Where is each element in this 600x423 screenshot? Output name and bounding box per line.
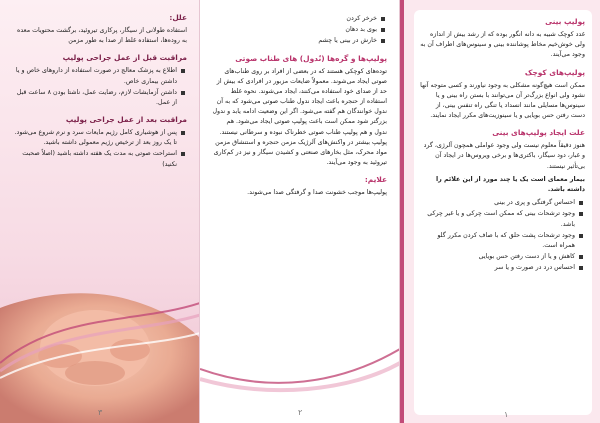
symptom-item: خارش در بینی یا چشم <box>212 36 377 46</box>
sign-item: وجود ترشحات پشت حلق که با صاف کردن مکرر گلو همراه است. <box>420 231 575 251</box>
pre-surgery-list <box>10 66 187 108</box>
nodules-text: توده‌های کوچکی هستند که در بعضی از افراد بر روی طناب‌های صوتی ایجاد می‌شوند. معمولاً ضایعات مزبور در افرادی که بیش از حد از صدای خود استفاده می‌کنند، ایجاد می‌شوند. نحوه غلط استفاده از حنجره باعث ایجاد ندول طناب صوتی می‌شود که به آن ندول خوانندگان هم گفته می‌شود. اگر این وضعیت ادامه یابد و ندول بزرگتر شود ممکن است باعث پولیپ صوتی ایجاد می‌شود. هم ندول و هم پولیپ طناب صوتی خطرناک نبوده و سرطانی نیستند. پولیپ بیشتر در واکنش‌های آلرژیک مزمن حنجره و استنشاق مزمن مواد محرک، مثل بخارهای صنعتی و کشیدن سیگار و نیز در کم‌کاری تیروئید به وجود می‌آیند. <box>212 67 387 167</box>
pre-surgery-item: داشتن آزمایشات لازم، رضایت عمل، ناشتا بودن ۸ ساعت قبل از عمل. <box>10 88 177 108</box>
causes-heading: علل: <box>169 13 187 22</box>
panel-2-content <box>212 14 387 202</box>
post-surgery-item: استراحت صوتی به مدت یک هفته داشته باشید (اصلاً صحبت نکنید) <box>10 149 177 169</box>
sign-item: وجود ترشحات بینی که ممکن است چرکی و یا غیر چرکی باشد. <box>420 209 575 229</box>
sign-item: احساس گرفتگی و پری در بینی <box>420 198 575 208</box>
pre-surgery-item: اطلاع به پزشک معالج در صورت استفاده از داروهای خاص و یا داشتن بیماری خاص. <box>10 66 177 86</box>
symptoms-text: پولیپ‌ها موجب خشونت صدا و گرفتگی صدا می‌شوند. <box>247 189 387 197</box>
panel-2 <box>200 0 400 423</box>
symptom-list <box>212 14 387 47</box>
symptom-item: بوی بد دهان <box>212 25 377 35</box>
panel-3-content <box>10 12 187 173</box>
page-number: ۲ <box>298 408 303 417</box>
panel-3 <box>0 0 200 423</box>
decorative-swoosh <box>200 329 400 399</box>
post-surgery-heading: مراقبت بعد از عمل جراحی پولیپ <box>65 115 187 125</box>
decorative-swoosh <box>0 293 200 383</box>
cause-heading: علت ایجاد پولیپ‌های بینی <box>492 128 585 138</box>
cause-text: هنوز دقیقاً معلوم نیست ولی وجود عواملی همچون آلرژی، گرد و غبار، دود سیگار، باکتری‌ها و برخی ویروس‌ها در ایجاد آن بی‌تأثیر نیستند. <box>423 142 585 170</box>
small-polyps-text: ممکن است هیچ‌گونه مشکلی به وجود نیاورند و کسی متوجه آنها نشود ولی انواع بزرگ‌تر آن می‌توانند با بستن راه بینی و یا سینوس‌ها مسایلی مانند انسداد یا تنگی راه تنفس بینی، از دست رفتن حس بویایی و یا سینوزیت‌های مکرر ایجاد نمایند. <box>420 81 585 120</box>
page-number: ۱ <box>504 410 509 419</box>
small-polyps-heading: پولیپ‌های کوچک <box>524 67 585 77</box>
signs-question: بیمار معمای است یک یا چند مورد از این علائم را داشته باشد. <box>435 175 585 194</box>
page-number: ۳ <box>98 408 103 417</box>
nodules-heading: پولیپ‌ها و گره‌ها (نُدول) های طناب صوتی <box>235 53 387 63</box>
sign-item: احساس درد در صورت و یا سر <box>420 263 575 273</box>
nasal-polyp-text: غدد کوچک شبیه به دانه انگور بوده که از رشد بیش از اندازه ولی خوش‌خیم مخاط پوشاننده بینی و سینوس‌های اطراف آن به وجود می‌آیند. <box>420 30 585 59</box>
panel-1-card <box>414 10 592 415</box>
post-surgery-item: پس از هوشیاری کامل رژیم مایعات سرد و نرم شروع می‌شود. تا یک روز بعد از ترخیص رژیم معمولی داشته باشید. <box>10 128 177 148</box>
nasal-polyp-heading: پولیپ بینی <box>545 17 585 26</box>
signs-list <box>420 198 585 273</box>
post-surgery-list <box>10 128 187 170</box>
symptoms-heading: علایم: <box>364 175 387 185</box>
symptom-item: خرخر کردن <box>212 14 377 24</box>
panel-1 <box>400 0 600 423</box>
pre-surgery-heading: مراقبت قبل از عمل جراحی پولیپ <box>62 53 187 63</box>
causes-text: استفاده طولانی از سیگار، پرکاری تیروئید، برگشت محتویات معده به روده‌ها، استفاده غلط از صدا به طور مزمن <box>17 26 187 45</box>
sign-item: کاهش و یا از دست رفتن حس بویایی <box>420 252 575 262</box>
